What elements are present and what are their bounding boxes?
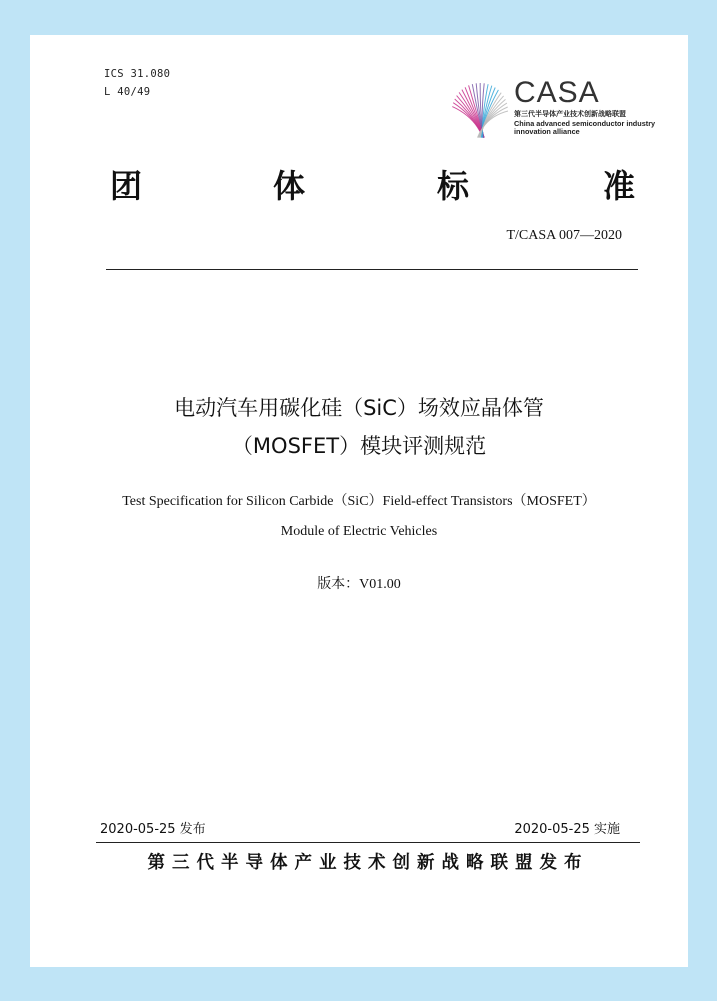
standard-number: T/CASA 007—2020 (506, 228, 622, 243)
publish-date: 2020-05-25 发布 (100, 822, 206, 837)
title-en-line-1: Test Specification for Silicon Carbide（SiC）Field-effect Transistors（MOSFET） (122, 494, 596, 509)
standard-kind-char: 团 (110, 167, 143, 205)
implement-date: 2020-05-25 实施 (514, 822, 620, 837)
standard-kind-char: 体 (273, 167, 306, 205)
ccs-code: L 40/49 (104, 86, 151, 98)
title-en-line-2: Module of Electric Vehicles (280, 524, 438, 539)
footer-divider (96, 842, 640, 843)
standard-kind-char: 标 (437, 167, 470, 205)
version-label: 版本：V01.00 (317, 577, 401, 592)
logo-title: CASA (514, 76, 600, 109)
logo-subtitle-en-2: innovation alliance (514, 127, 580, 136)
logo-subtitle-cn: 第三代半导体产业技术创新战略联盟 (514, 111, 626, 118)
header-divider (106, 269, 638, 270)
title-cn-line-2: （MOSFET）模块评测规范 (231, 434, 487, 458)
cover-page (30, 35, 688, 967)
logo-subtitle-en: China advanced semiconductor industry (514, 119, 656, 128)
issuer: 第三代半导体产业技术创新战略联盟发布 (147, 853, 589, 873)
casa-logo (448, 75, 658, 143)
standard-kind-char: 准 (603, 167, 636, 205)
ics-code: ICS 31.080 (104, 68, 171, 80)
title-cn-line-1: 电动汽车用碳化硅（SiC）场效应晶体管 (174, 396, 544, 420)
sphere-lines-icon (448, 75, 512, 143)
